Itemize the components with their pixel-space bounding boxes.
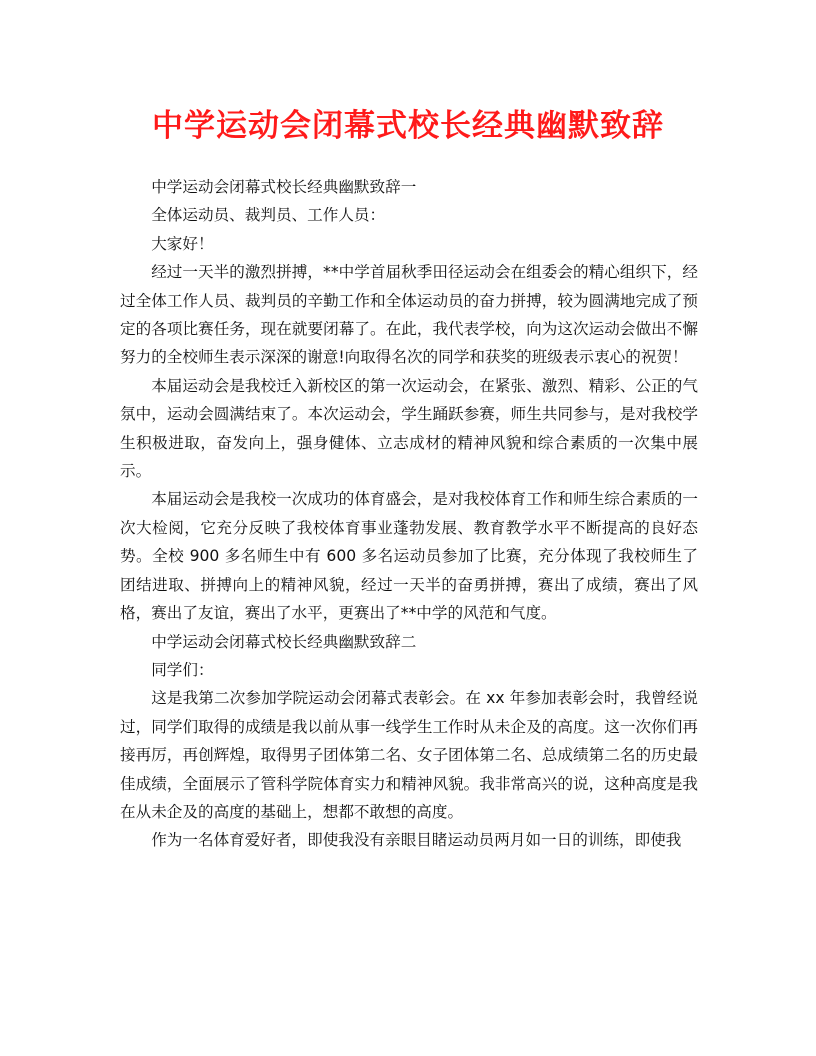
salutation: 全体运动员、裁判员、工作人员： — [151, 206, 386, 225]
subtitle-speech-two: 中学运动会闭幕式校长经典幽默致辞二 — [151, 632, 417, 651]
subtitle-speech-one: 中学运动会闭幕式校长经典幽默致辞一 — [151, 178, 417, 196]
greeting: 大家好！ — [151, 234, 214, 253]
document-body — [120, 173, 698, 855]
paragraph: 本届运动会是我校迁入新校区的第一次运动会，在紧张、激烈、精彩、公正的气氛中，运动会圆满结束了。本次运动会，学生踊跃参赛，师生共同参与，是对我校学生积极进取，奋发向上，强身健体、立志成材的精神风貌和综合素质的一次集中展示。 — [120, 376, 698, 481]
paragraph: 作为一名体育爱好者，即使我没有亲眼目睹运动员两月如一日的训练，即使我 — [151, 831, 682, 850]
document-title: 中学运动会闭幕式校长经典幽默致辞 — [152, 108, 664, 144]
paragraph: 本届运动会是我校一次成功的体育盛会，是对我校体育工作和师生综合素质的一次大检阅，它充分反映了我校体育事业蓬勃发展、教育教学水平不断提高的良好态势。全校 900 多名师生中有 600 多名运动员参加了比赛，充分体现了我校师生了团结进取、拼搏向上的精神风貌，经过一天半的奋勇拼搏，赛出了成绩，赛出了风格，赛出了友谊，赛出了水平，更赛出了**中学的风范和气度。 — [120, 490, 698, 623]
salutation: 同学们： — [151, 660, 214, 679]
paragraph: 这是我第二次参加学院运动会闭幕式表彰会。在 xx 年参加表彰会时，我曾经说过，同学们取得的成绩是我以前从事一线学生工作时从未企及的高度。这一次你们再接再厉，再创辉煌，取得男子团体第二名、女子团体第二名、总成绩第二名的历史最佳成绩，全面展示了管科学院体育实力和精神风貌。我非常高兴的说，这种高度是我在从未企及的高度的基础上，想都不敢想的高度。 — [120, 689, 698, 821]
paragraph: 经过一天半的激烈拼搏，**中学首届秋季田径运动会在组委会的精心组织下，经过全体工作人员、裁判员的辛勤工作和全体运动员的奋力拼搏，较为圆满地完成了预定的各项比赛任务，现在就要闭幕了。在此，我代表学校，向为这次运动会做出不懈努力的全校师生表示深深的谢意!向取得名次的同学和获奖的班级表示衷心的祝贺！ — [120, 263, 698, 367]
